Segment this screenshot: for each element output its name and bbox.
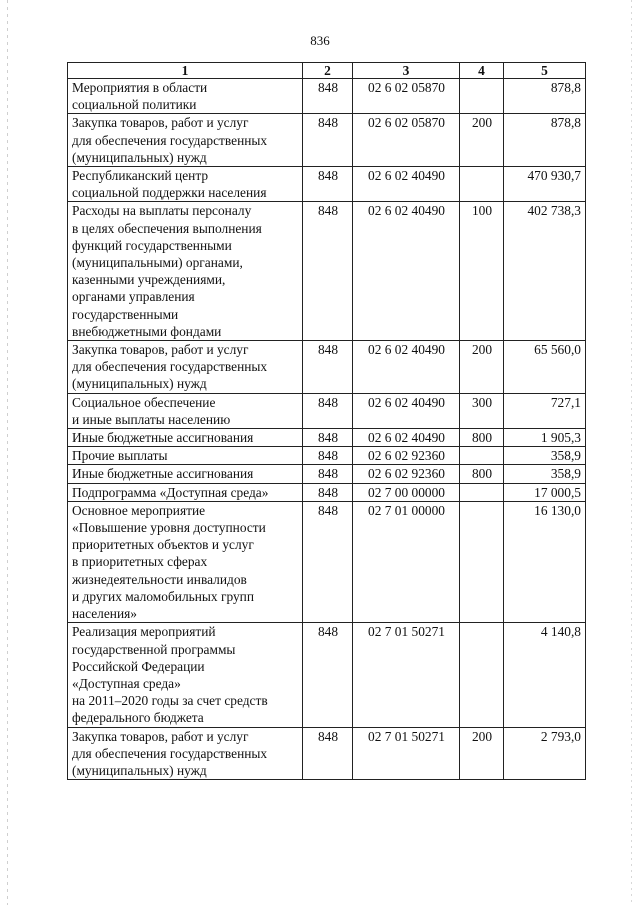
row-expense-type-cell: 100	[460, 202, 504, 341]
row-target-code-cell: 02 7 01 50271	[353, 623, 460, 727]
row-expense-type-cell	[460, 447, 504, 465]
row-name-cell: Расходы на выплаты персоналу в целях обеспечения выполнения функций государственными (муниципальными) органами, казенными учреждениями, органами управления государственными внебюджетными фондами	[68, 202, 303, 341]
row-ministry-code-cell: 848	[303, 623, 353, 727]
row-ministry-code-cell: 848	[303, 202, 353, 341]
row-target-code-cell: 02 6 02 40490	[353, 429, 460, 447]
row-expense-type-cell	[460, 483, 504, 501]
header-col-5: 5	[504, 63, 586, 79]
row-expense-type-cell: 200	[460, 341, 504, 394]
header-col-4: 4	[460, 63, 504, 79]
row-ministry-code-cell: 848	[303, 393, 353, 428]
table-row	[68, 202, 586, 341]
row-expense-type-cell	[460, 501, 504, 622]
row-name-cell: Закупка товаров, работ и услуг для обеспечения государственных (муниципальных) нужд	[68, 341, 303, 394]
row-amount-cell: 4 140,8	[504, 623, 586, 727]
row-ministry-code-cell: 848	[303, 341, 353, 394]
row-ministry-code-cell: 848	[303, 727, 353, 780]
row-target-code-cell: 02 6 02 05870	[353, 79, 460, 114]
row-name-cell: Реализация мероприятий государственной программы Российской Федерации «Доступная среда» на 2011–2020 годы за счет средств федерального бюджета	[68, 623, 303, 727]
row-target-code-cell: 02 7 01 00000	[353, 501, 460, 622]
row-name-cell: Закупка товаров, работ и услуг для обеспечения государственных (муниципальных) нужд	[68, 727, 303, 780]
row-amount-cell: 2 793,0	[504, 727, 586, 780]
row-amount-cell: 65 560,0	[504, 341, 586, 394]
row-amount-cell: 358,9	[504, 447, 586, 465]
table-row	[68, 341, 586, 394]
row-expense-type-cell	[460, 623, 504, 727]
header-col-2: 2	[303, 63, 353, 79]
row-amount-cell: 727,1	[504, 393, 586, 428]
row-target-code-cell: 02 6 02 40490	[353, 393, 460, 428]
row-expense-type-cell	[460, 167, 504, 202]
row-target-code-cell: 02 6 02 40490	[353, 202, 460, 341]
row-expense-type-cell: 300	[460, 393, 504, 428]
row-name-cell: Иные бюджетные ассигнования	[68, 465, 303, 483]
table-row	[68, 501, 586, 622]
row-ministry-code-cell: 848	[303, 483, 353, 501]
row-ministry-code-cell: 848	[303, 114, 353, 167]
row-target-code-cell: 02 7 01 50271	[353, 727, 460, 780]
budget-table	[67, 62, 586, 780]
row-amount-cell: 358,9	[504, 465, 586, 483]
row-name-cell: Иные бюджетные ассигнования	[68, 429, 303, 447]
page-number: 836	[310, 33, 330, 48]
row-amount-cell: 878,8	[504, 114, 586, 167]
row-amount-cell: 402 738,3	[504, 202, 586, 341]
row-target-code-cell: 02 6 02 92360	[353, 447, 460, 465]
row-name-cell: Подпрограмма «Доступная среда»	[68, 483, 303, 501]
table-row	[68, 79, 586, 114]
row-expense-type-cell: 800	[460, 429, 504, 447]
row-amount-cell: 17 000,5	[504, 483, 586, 501]
row-expense-type-cell	[460, 79, 504, 114]
header-col-3: 3	[353, 63, 460, 79]
table-row	[68, 447, 586, 465]
row-amount-cell: 470 930,7	[504, 167, 586, 202]
row-target-code-cell: 02 6 02 05870	[353, 114, 460, 167]
table-body	[68, 79, 586, 780]
row-name-cell: Прочие выплаты	[68, 447, 303, 465]
header-col-1: 1	[68, 63, 303, 79]
table-row	[68, 429, 586, 447]
row-target-code-cell: 02 7 00 00000	[353, 483, 460, 501]
row-name-cell: Республиканский центр социальной поддержки населения	[68, 167, 303, 202]
row-ministry-code-cell: 848	[303, 167, 353, 202]
row-target-code-cell: 02 6 02 40490	[353, 341, 460, 394]
row-expense-type-cell: 200	[460, 727, 504, 780]
table-row	[68, 393, 586, 428]
header-row	[68, 63, 586, 79]
row-amount-cell: 878,8	[504, 79, 586, 114]
row-expense-type-cell: 200	[460, 114, 504, 167]
row-ministry-code-cell: 848	[303, 501, 353, 622]
table-row	[68, 465, 586, 483]
table-row	[68, 167, 586, 202]
table-row	[68, 623, 586, 727]
row-expense-type-cell: 800	[460, 465, 504, 483]
row-name-cell: Основное мероприятие «Повышение уровня доступности приоритетных объектов и услуг в приоритетных сферах жизнедеятельности инвалидов и других маломобильных групп населения»	[68, 501, 303, 622]
row-amount-cell: 1 905,3	[504, 429, 586, 447]
row-amount-cell: 16 130,0	[504, 501, 586, 622]
row-ministry-code-cell: 848	[303, 447, 353, 465]
row-ministry-code-cell: 848	[303, 429, 353, 447]
row-name-cell: Закупка товаров, работ и услуг для обеспечения государственных (муниципальных) нужд	[68, 114, 303, 167]
row-name-cell: Мероприятия в области социальной политики	[68, 79, 303, 114]
scan-edge-right	[631, 0, 632, 905]
row-ministry-code-cell: 848	[303, 79, 353, 114]
row-target-code-cell: 02 6 02 40490	[353, 167, 460, 202]
table-row	[68, 483, 586, 501]
row-ministry-code-cell: 848	[303, 465, 353, 483]
row-target-code-cell: 02 6 02 92360	[353, 465, 460, 483]
scan-edge-left	[7, 0, 8, 905]
row-name-cell: Социальное обеспечение и иные выплаты населению	[68, 393, 303, 428]
table-row	[68, 114, 586, 167]
table-row	[68, 727, 586, 780]
